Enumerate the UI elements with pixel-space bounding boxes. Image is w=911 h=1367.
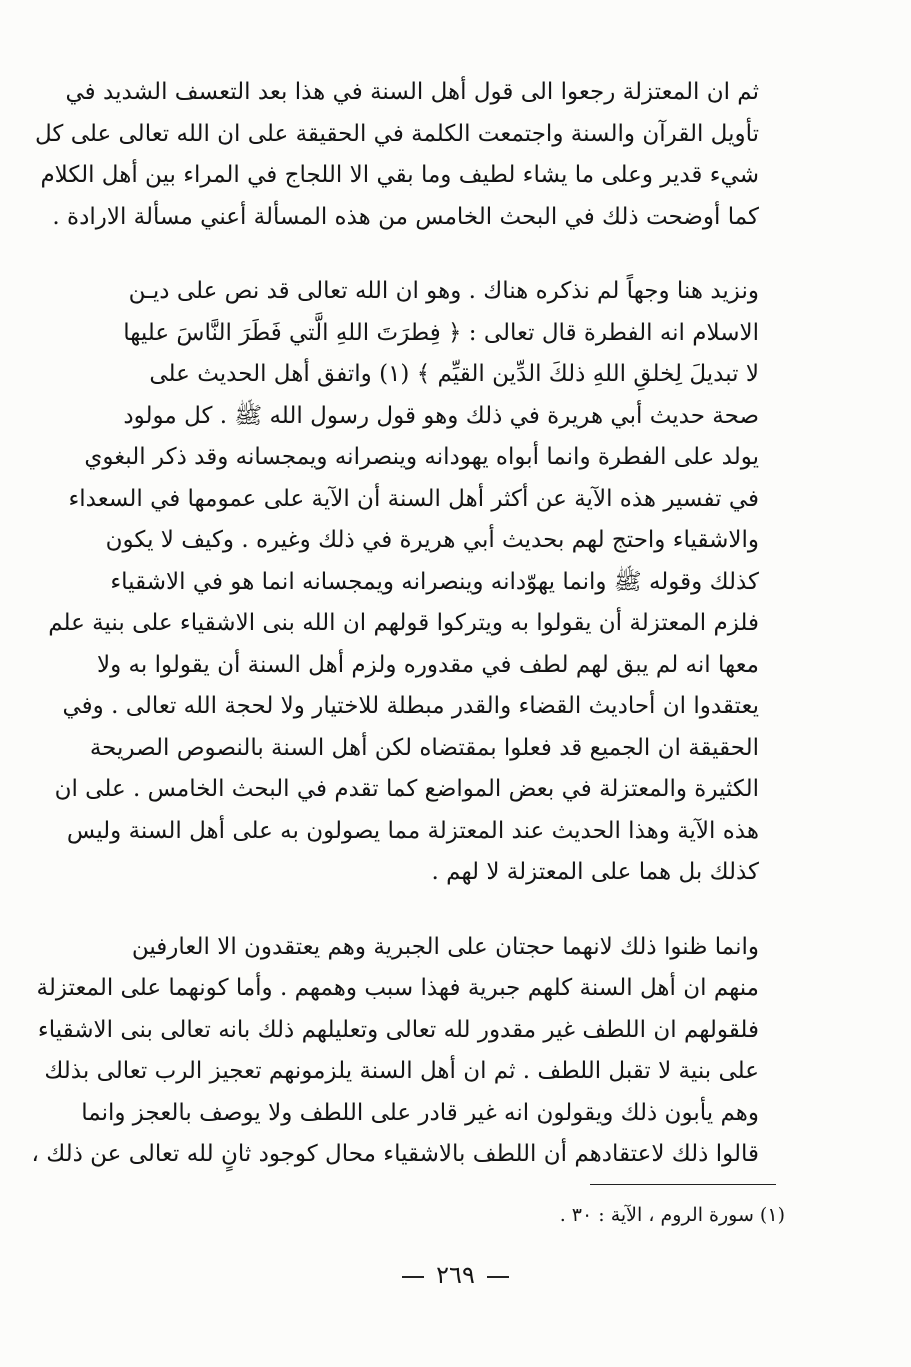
page-number — [0, 1260, 911, 1290]
paragraph-2 — [48, 271, 785, 894]
text-line: قالوا ذلك لاعتقادهم أن اللطف بالاشقياء محال كوجود ثانٍ لله تعالى عن ذلك ، — [31, 1141, 759, 1167]
text-line: كما أوضحت ذلك في البحث الخامس من هذه المسألة أعني مسألة الارادة . — [52, 203, 759, 230]
body-text — [31, 72, 785, 1176]
text-line: منهم ان أهل السنة كلهم جبرية فهذا سبب وهمهم . وأما كونهما على المعتزلة — [36, 975, 759, 1001]
text-line: يعتقدوا ان أحاديث القضاء والقدر مبطلة للاختيار ولا لحجة الله تعالى . وفي — [62, 693, 759, 719]
text-line: وهم يأبون ذلك ويقولون انه غير قادر على اللطف ولا يوصف بالعجز وانما — [81, 1099, 759, 1126]
paragraph-1 — [35, 72, 785, 238]
text-line: وانما ظنوا ذلك لانهما حجتان على الجبرية وهم يعتقدون الا العارفين — [131, 933, 759, 960]
text-line: فلزم المعتزلة أن يقولوا به ويتركوا قولهم ان الله بنى الاشقياء على بنية علم — [48, 610, 759, 636]
page-number-value: ٢٦٩ — [436, 1261, 475, 1289]
footnote-divider — [590, 1184, 776, 1185]
text-line: يولد على الفطرة وانما أبواه يهودانه وينصرانه ويمجسانه وقد ذكر البغوي — [84, 444, 759, 470]
footnote: (١) سورة الروم ، الآية : ٣٠ . — [559, 1204, 785, 1226]
text-line: الكثيرة والمعتزلة في بعض المواضع كما تقدم في البحث الخامس . على ان — [54, 776, 759, 802]
text-line: معها انه لم يبق لهم لطف في مقدوره ولزم أهل السنة أن يقولوا به ولا — [96, 651, 759, 678]
text-line: ونزيد هنا وجهاً لم نذكره هناك . وهو ان الله تعالى قد نص على ديـن — [128, 278, 759, 304]
text-line: كذلك وقوله ﷺ وانما يهوّدانه وينصرانه ويمجسانه انما هو في الاشقياء — [110, 568, 759, 595]
text-line: في تفسير هذه الآية عن أكثر أهل السنة أن الآية على عمومها في السعداء — [68, 485, 759, 512]
text-line: صحة حديث أبي هريرة في ذلك وهو قول رسول الله ﷺ . كل مولود — [123, 402, 759, 429]
paragraph-3 — [31, 927, 785, 1176]
text-line: هذه الآية وهذا الحديث عند المعتزلة مما يصولون به على أهل السنة وليس — [66, 817, 759, 844]
page-number-dash-right — [487, 1276, 509, 1278]
text-line: كذلك بل هما على المعتزلة لا لهم . — [431, 859, 759, 885]
text-line: تأويل القرآن والسنة واجتمعت الكلمة في الحقيقة على ان الله تعالى على كل — [35, 120, 759, 147]
text-line: الحقيقة ان الجميع قد فعلوا بمقتضاه لكن أهل السنة بالنصوص الصريحة — [89, 734, 759, 761]
text-line: لا تبديلَ لِخلقِ اللهِ ذلكَ الدِّين القيِّم ﴾ (١) واتفق أهل الحديث على — [149, 361, 759, 387]
text-line: والاشقياء واحتج لهم بحديث أبي هريرة في ذلك وغيره . وكيف لا يكون — [105, 527, 759, 553]
text-line: الاسلام انه الفطرة قال تعالى : ﴿ فِطرَتَ اللهِ الَّتي فَطَرَ النَّاسَ عليها — [123, 319, 759, 346]
text-line: فلقولهم ان اللطف غير مقدور لله تعالى وتعليلهم ذلك بانه تعالى بنى الاشقياء — [37, 1016, 759, 1043]
text-line: على بنية لا تقبل اللطف . ثم ان أهل السنة يلزمونهم تعجيز الرب تعالى بذلك — [44, 1058, 759, 1084]
page-number-dash-left — [402, 1276, 424, 1278]
text-line: ثم ان المعتزلة رجعوا الى قول أهل السنة في هذا بعد التعسف الشديد في — [65, 79, 759, 105]
text-line: شيء قدير وعلى ما يشاء لطيف وما بقي الا اللجاج في المراء بين أهل الكلام — [40, 162, 759, 188]
